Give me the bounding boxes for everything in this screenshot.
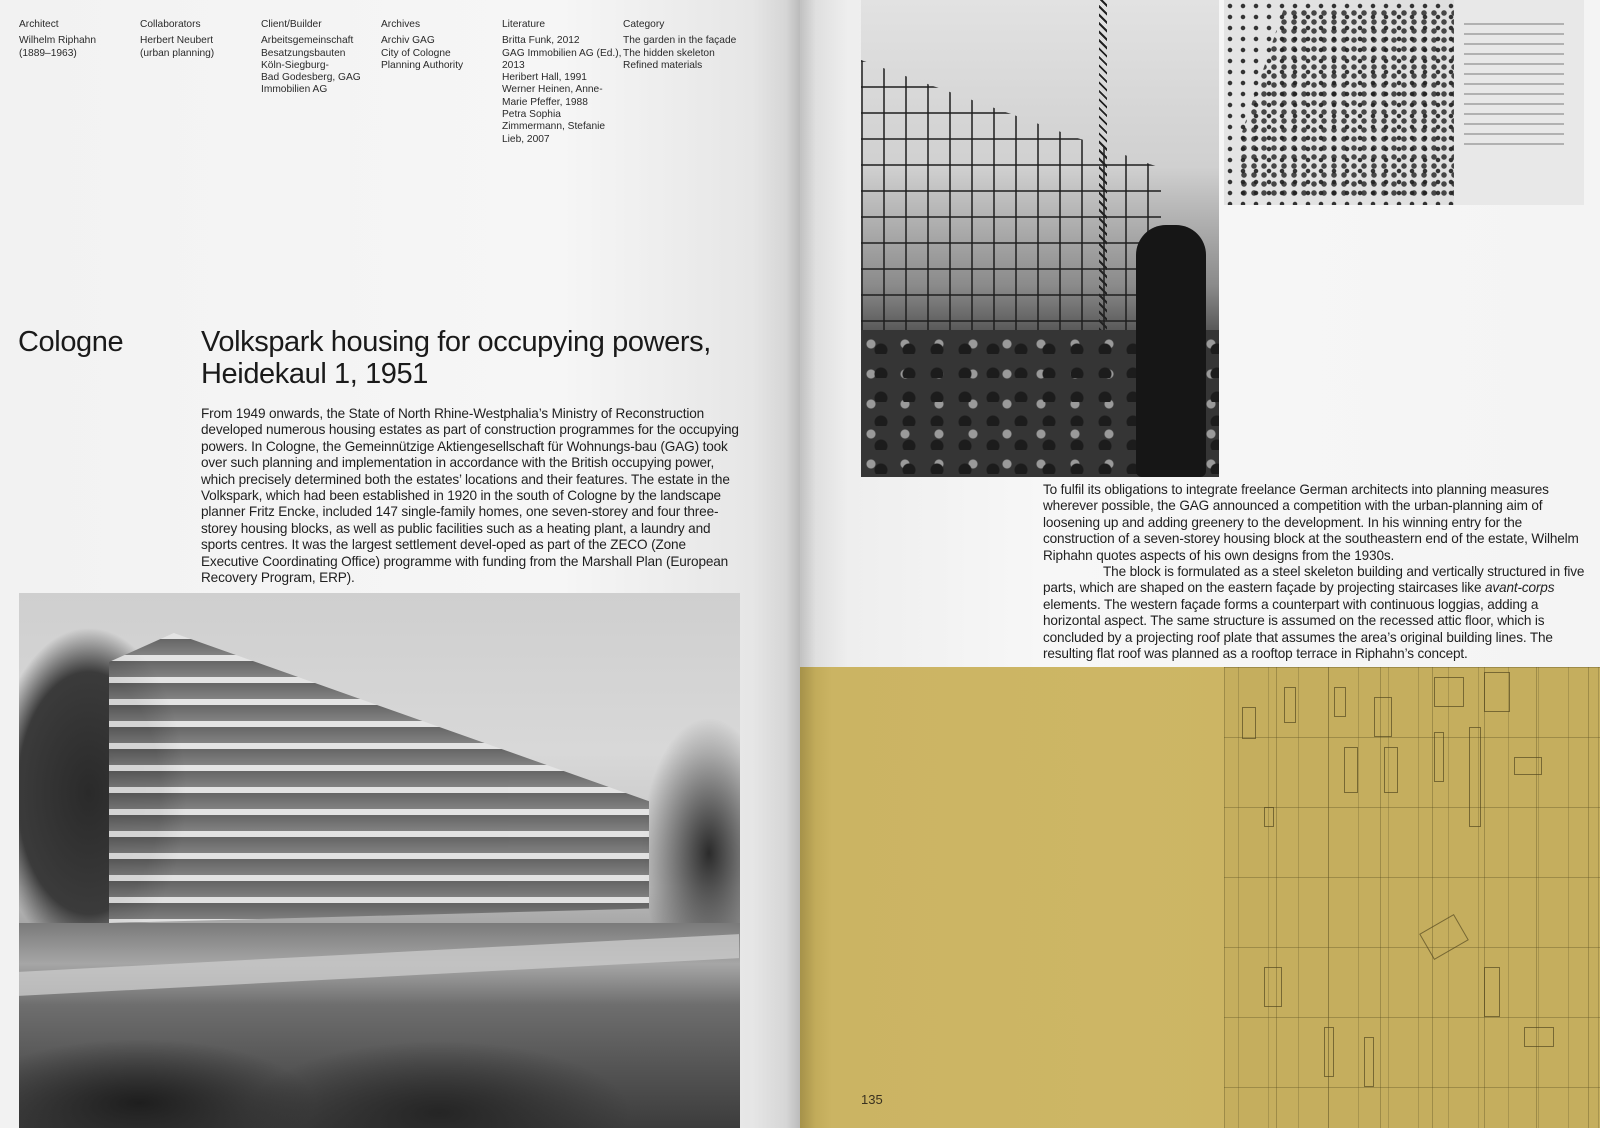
meta-value: Werner Heinen, Anne-: [502, 84, 603, 96]
meta-value: Refined materials: [623, 59, 703, 71]
meta-value: GAG Immobilien AG (Ed.),: [502, 47, 622, 59]
map-plot: [1264, 807, 1274, 827]
body-text-left: [201, 406, 741, 586]
map-plot: [1324, 1027, 1334, 1077]
meta-value: Immobilien AG: [261, 84, 328, 96]
map-plot: [1284, 687, 1296, 723]
paragraph-text: The block is formulated as a steel skeleton building and vertically structured in five parts, which are shaped on the eastern façade by projecting staircases like: [1043, 564, 1585, 596]
map-plot: [1484, 672, 1510, 712]
meta-value: 2013: [502, 59, 525, 71]
meta-literature: [502, 19, 621, 146]
meta-value: Britta Funk, 2012: [502, 35, 580, 47]
building-facade: [109, 633, 649, 923]
meta-collaborators: [140, 19, 214, 60]
meta-value: The garden in the façade: [623, 35, 737, 47]
meta-value: Planning Authority: [381, 59, 464, 71]
meta-value: Marie Pfeffer, 1988: [502, 96, 588, 108]
meta-value: Herbert Neubert: [140, 35, 214, 47]
meta-client-builder: [261, 19, 361, 97]
meta-value: Arbeitsgemeinschaft: [261, 35, 354, 47]
map-plot: [1242, 707, 1256, 739]
meta-value: Besatzungsbauten: [261, 47, 346, 59]
map-plot: [1524, 1027, 1554, 1047]
man-with-hat: [1136, 225, 1206, 477]
meta-value: Köln-Siegburg-: [261, 59, 329, 71]
meta-architect: [19, 19, 96, 60]
meta-value: City of Cologne: [381, 47, 451, 59]
meta-value: Bad Godesberg, GAG: [261, 72, 361, 84]
meta-category: [623, 19, 736, 72]
paragraph-text: elements. The western façade forms a counterpart with continuous loggias, adding a horizontal aspect. The same structure is assumed on the recessed attic floor, which is concluded by a projecting roof plate that assumes the area’s original building lines. The resulting flat roof was planned as a rooftop terrace in Riphahn’s concept.: [1043, 596, 1553, 662]
meta-label: Category: [623, 19, 665, 30]
map-plot: [1514, 757, 1542, 775]
map-plot: [1344, 747, 1358, 793]
body-text-right: [1043, 482, 1588, 662]
map-plot: [1434, 677, 1464, 707]
city-heading: Cologne: [18, 326, 124, 358]
body-paragraph: To fulfil its obligations to integrate freelance German architects into planning measures wherever possible, the GAG announced a competition with the urban-planning aim of loosening up and adding greenery to the development. In his winning entry for the construction of a seven-storey housing block at the southeastern end of the estate, Wilhelm Riphahn quotes aspects of his own designs from the 1930s.: [1043, 482, 1579, 563]
construction-photo: [861, 0, 1219, 477]
site-plan-east-section: [1454, 0, 1584, 205]
map-plot: [1419, 914, 1469, 960]
meta-archives: [381, 19, 463, 72]
meta-label: Collaborators: [140, 19, 201, 30]
map-plot: [1469, 727, 1481, 827]
map-plot: [1434, 732, 1444, 782]
crane: [1099, 0, 1107, 330]
map-plot: [1484, 967, 1500, 1017]
steel-skeleton: [861, 60, 1161, 330]
meta-value: Archiv GAG: [381, 35, 435, 47]
body-paragraph: [1043, 564, 1588, 662]
body-paragraph: From 1949 onwards, the State of North Rhine-Westphalia’s Ministry of Reconstruction developed numerous housing estates as part of construction programmes for the occupying powers. In Cologne, the Gemeinnützige Aktiengesellschaft für Wohnungs-bau (GAG) took over such planning and implementation in accordance with the British occupying power, which precisely determined both the estates’ locations and their features. The estate in the Volkspark, which had been established in 1920 in the south of Cologne by the landscape planner Fritz Encke, included 147 single-family homes, one seven-storey and four three-storey housing blocks, as well as public facilities such as a heating plant, a laundry and sports centres. It was the largest settlement devel-oped as part of the ZECO (Zone Executive Coordinating Office) programme with funding from the Marshall Plan (European Recovery Program, ERP).: [201, 406, 739, 586]
meta-label: Literature: [502, 19, 546, 30]
map-plot: [1364, 1037, 1374, 1087]
italic-term: avant-corps: [1484, 580, 1555, 596]
gold-tinted-site-map: [1224, 667, 1600, 1128]
meta-value: Heribert Hall, 1991: [502, 72, 587, 84]
meta-value: (1889–1963): [19, 47, 77, 59]
map-plot: [1334, 687, 1346, 717]
page-title: Volkspark housing for occupying powers, Heidekaul 1, 1951: [201, 326, 711, 390]
page-number: 135: [861, 1092, 883, 1107]
map-plot: [1374, 697, 1392, 737]
site-plan-image: [1224, 0, 1584, 205]
meta-value: The hidden skeleton: [623, 47, 715, 59]
map-plot: [1384, 747, 1398, 793]
meta-value: Zimmermann, Stefanie: [502, 121, 606, 133]
meta-label: Client/Builder: [261, 19, 322, 30]
meta-value: Wilhelm Riphahn: [19, 35, 97, 47]
meta-label: Architect: [19, 19, 59, 30]
site-plan-buildings: [1239, 8, 1464, 198]
meta-value: Lieb, 2007: [502, 133, 550, 145]
meta-label: Archives: [381, 19, 421, 30]
map-plot: [1264, 967, 1282, 1007]
meta-value: Petra Sophia: [502, 109, 561, 121]
housing-block-photo: [19, 593, 740, 1128]
meta-value: (urban planning): [140, 47, 215, 59]
